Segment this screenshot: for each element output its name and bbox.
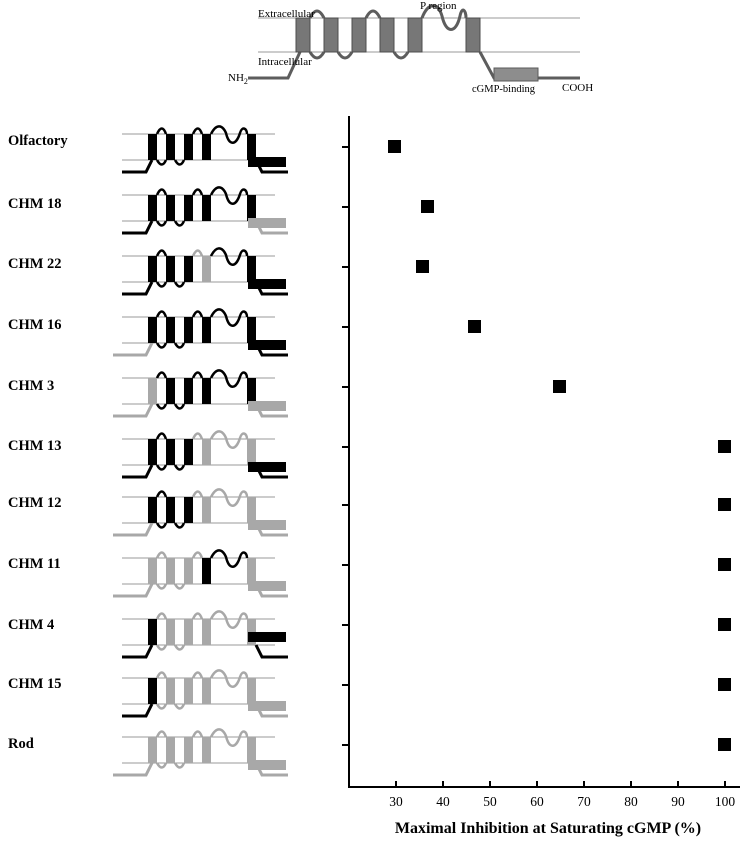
label-extracellular: Extracellular <box>258 8 315 20</box>
construct-rod <box>113 729 288 775</box>
y-tick <box>342 146 348 148</box>
y-tick <box>342 684 348 686</box>
y-tick <box>342 386 348 388</box>
row-label-chm15: CHM 15 <box>8 676 62 692</box>
data-point-rod <box>718 738 731 751</box>
row-label-chm4: CHM 4 <box>8 617 55 633</box>
x-tick <box>442 781 444 788</box>
x-tick <box>536 781 538 788</box>
x-axis-title: Maximal Inhibition at Saturating cGMP (%) <box>394 820 702 837</box>
construct-chm3 <box>113 370 288 416</box>
row-label-chm12: CHM 12 <box>8 495 62 511</box>
data-point-olfactory <box>388 140 401 153</box>
label-p-region: P region <box>420 0 457 12</box>
x-tick <box>630 781 632 788</box>
data-point-chm13 <box>718 440 731 453</box>
label-nh2: $NH_2$ <box>228 72 248 87</box>
x-tick-label: 100 <box>714 794 736 809</box>
y-tick <box>342 266 348 268</box>
topology-diagram <box>228 0 628 110</box>
data-point-chm15 <box>718 678 731 691</box>
x-tick <box>395 781 397 788</box>
y-tick <box>342 504 348 506</box>
construct-chm12 <box>113 489 288 535</box>
x-tick-label: 40 <box>436 794 450 809</box>
construct-chm16 <box>113 309 288 355</box>
x-tick <box>677 781 679 788</box>
y-tick <box>342 624 348 626</box>
x-tick-label: 50 <box>483 794 497 809</box>
construct-chm11 <box>113 550 288 596</box>
data-point-chm11 <box>718 558 731 571</box>
y-tick <box>342 744 348 746</box>
row-label-rod: Rod <box>8 736 34 752</box>
x-axis <box>348 786 740 788</box>
construct-chm18 <box>122 187 288 233</box>
row-label-chm18: CHM 18 <box>8 196 62 212</box>
x-tick-label: 60 <box>530 794 544 809</box>
x-tick-label: 90 <box>671 794 685 809</box>
row-label-chm3: CHM 3 <box>8 378 55 394</box>
data-point-chm18 <box>421 200 434 213</box>
construct-chm15 <box>122 670 288 716</box>
scatter-plot <box>348 116 740 809</box>
x-tick <box>489 781 491 788</box>
row-label-olfactory: Olfactory <box>8 133 68 149</box>
x-tick-label: 70 <box>577 794 591 809</box>
construct-olfactory <box>122 126 288 172</box>
label-cooh: COOH <box>562 82 594 94</box>
row-label-chm22: CHM 22 <box>8 256 62 272</box>
data-point-chm3 <box>553 380 566 393</box>
y-axis <box>348 116 350 788</box>
construct-chm4 <box>122 611 288 657</box>
data-point-chm16 <box>468 320 481 333</box>
data-point-chm4 <box>718 618 731 631</box>
x-tick-label: 80 <box>624 794 638 809</box>
row-label-chm16: CHM 16 <box>8 317 62 333</box>
data-point-chm12 <box>718 498 731 511</box>
label-intracellular: Intracellular <box>258 56 312 68</box>
construct-chm22 <box>122 248 288 294</box>
construct-chm13 <box>122 431 288 477</box>
row-label-chm13: CHM 13 <box>8 438 62 454</box>
y-tick <box>342 206 348 208</box>
data-point-chm22 <box>416 260 429 273</box>
y-tick <box>342 564 348 566</box>
y-tick <box>342 446 348 448</box>
x-tick-label: 30 <box>389 794 403 809</box>
x-tick <box>724 781 726 788</box>
x-tick <box>583 781 585 788</box>
label-cgmp-binding: cGMP-binding <box>472 84 535 95</box>
y-tick <box>342 326 348 328</box>
row-label-chm11: CHM 11 <box>8 556 61 572</box>
